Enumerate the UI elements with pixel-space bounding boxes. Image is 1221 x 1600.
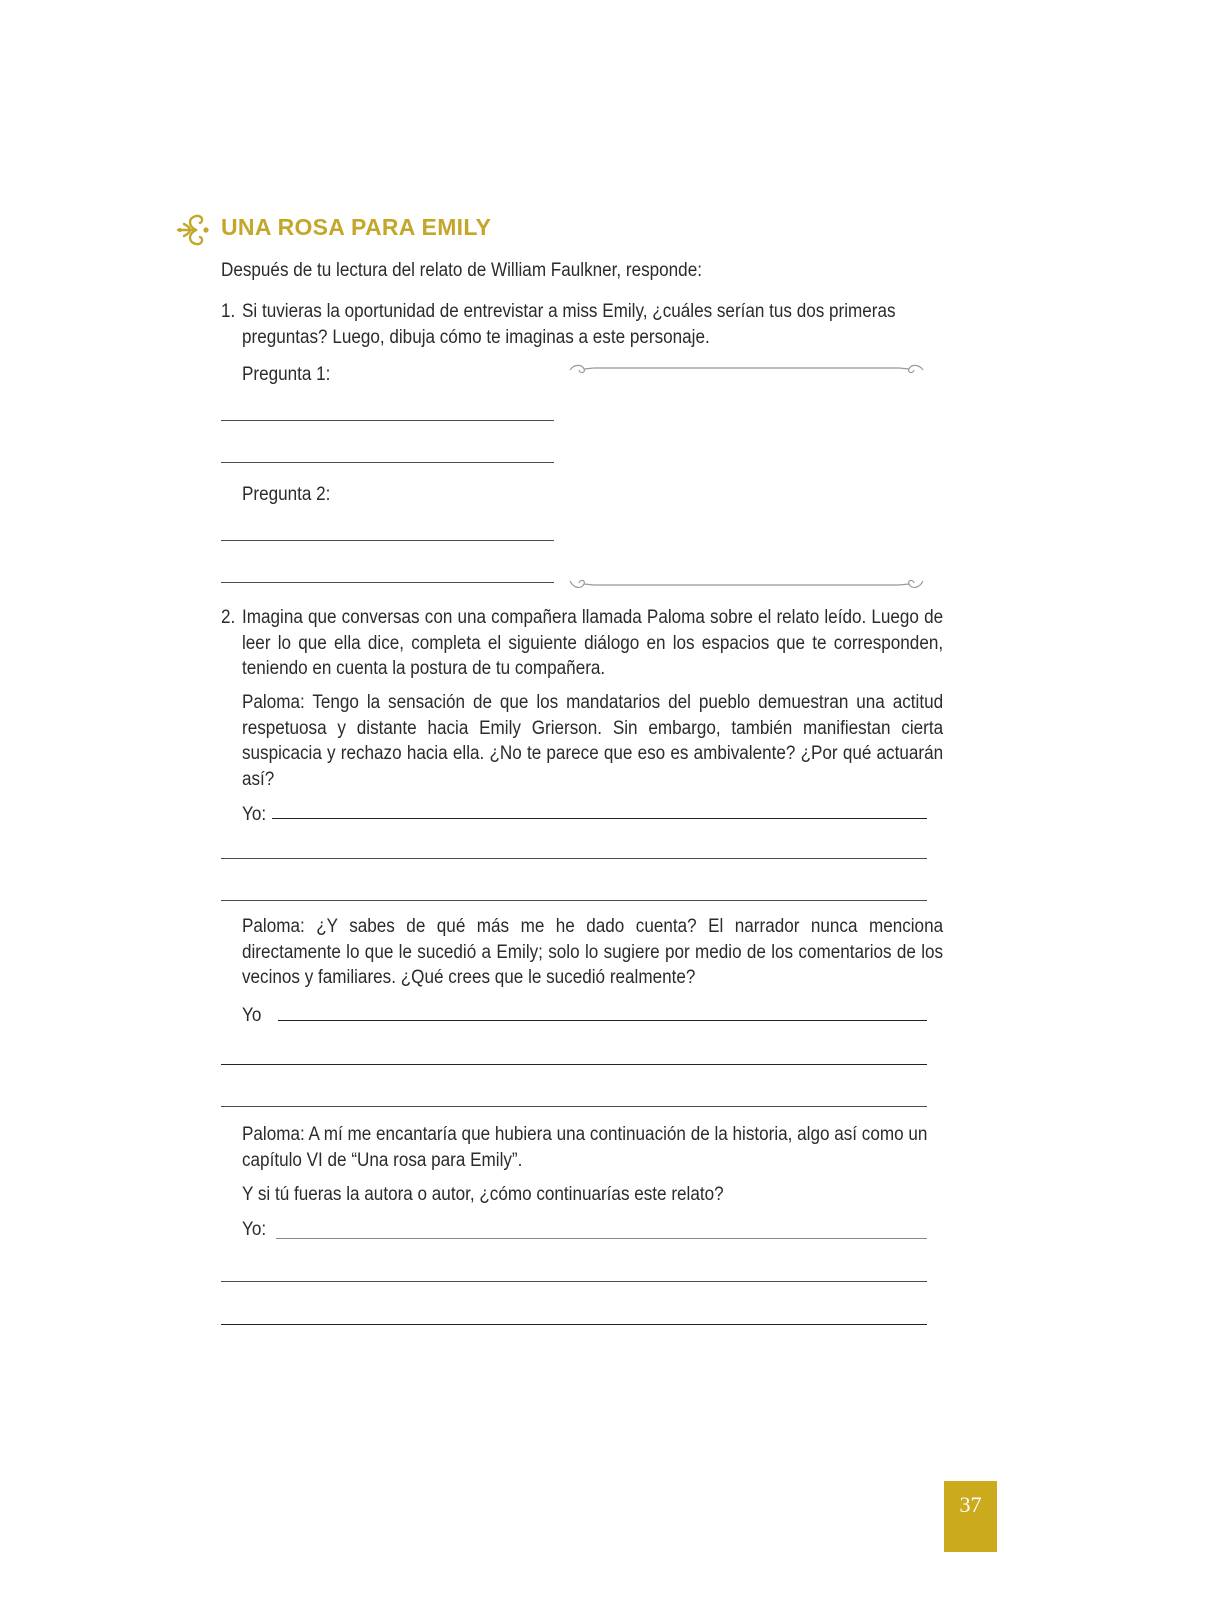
question-1-text: Si tuvieras la oportunidad de entrevistar a miss Emily, ¿cuáles serían tus dos primeras preguntas? Luego, dibuja cómo te imaginas a este personaje. — [242, 301, 896, 348]
yo-1-answer-line-2[interactable] — [221, 858, 927, 859]
yo-2-answer-line-2[interactable] — [221, 1064, 927, 1065]
page-number: 37 — [959, 1492, 982, 1517]
yo-1-answer-line-3[interactable] — [221, 900, 927, 901]
yo-3-answer-line-3[interactable] — [221, 1324, 927, 1325]
pregunta-1-line-1[interactable] — [221, 420, 554, 421]
yo-label-1: Yo: — [242, 804, 267, 825]
yo-label-3: Yo: — [242, 1219, 267, 1240]
question-2-text: Imagina que conversas con una compañera llamada Paloma sobre el relato leído. Luego de leer lo que ella dice, completa el siguiente diálogo en los espacios que te corresponden, teniendo en cuenta la postura de tu compañera. — [242, 607, 944, 679]
yo-label-2: Yo — [242, 1005, 262, 1026]
question-1-number: 1. — [221, 301, 236, 322]
drawing-area[interactable] — [566, 366, 927, 580]
yo-2-answer-line-1[interactable] — [278, 1020, 927, 1021]
yo-1-answer-line-1[interactable] — [272, 818, 927, 819]
pregunta-2-label: Pregunta 2: — [242, 484, 331, 505]
paloma-comment-1: Paloma: Tengo la sensación de que los mandatarios del pueblo demuestran una actitud respetuosa y distante hacia Emily Grierson. Sin embargo, también manifiestan cierta suspicacia y rechazo hacia ella. ¿No te parece que eso es ambivalente? ¿Por qué actuarán así? — [242, 692, 944, 790]
pregunta-2-line-1[interactable] — [221, 540, 554, 541]
paloma-comment-3: Paloma: A mí me encantaría que hubiera una continuación de la historia, algo así como un capítulo VI de “Una rosa para Emily”. — [242, 1124, 928, 1171]
pregunta-2-line-2[interactable] — [221, 582, 554, 583]
continuation-prompt: Y si tú fueras la autora o autor, ¿cómo continuarías este relato? — [242, 1184, 724, 1205]
intro-text: Después de tu lectura del relato de William Faulkner, responde: — [221, 260, 702, 281]
yo-3-answer-line-1[interactable] — [276, 1238, 927, 1239]
yo-3-answer-line-2[interactable] — [221, 1281, 927, 1282]
pregunta-1-label: Pregunta 1: — [242, 364, 331, 385]
pregunta-1-line-2[interactable] — [221, 462, 554, 463]
yo-2-answer-line-3[interactable] — [221, 1106, 927, 1107]
section-title: UNA ROSA PARA EMILY — [221, 214, 492, 240]
paloma-comment-2: Paloma: ¿Y sabes de qué más me he dado cuenta? El narrador nunca menciona directamente lo que le sucedió a Emily; solo lo sugiere por medio de los comentarios de los vecinos y familiares. ¿Qué crees que le sucedió realmente? — [242, 916, 944, 988]
fleur-de-lis-icon — [176, 212, 212, 248]
drawing-frame-bottom-ornament — [566, 575, 927, 595]
question-2-number: 2. — [221, 607, 236, 628]
